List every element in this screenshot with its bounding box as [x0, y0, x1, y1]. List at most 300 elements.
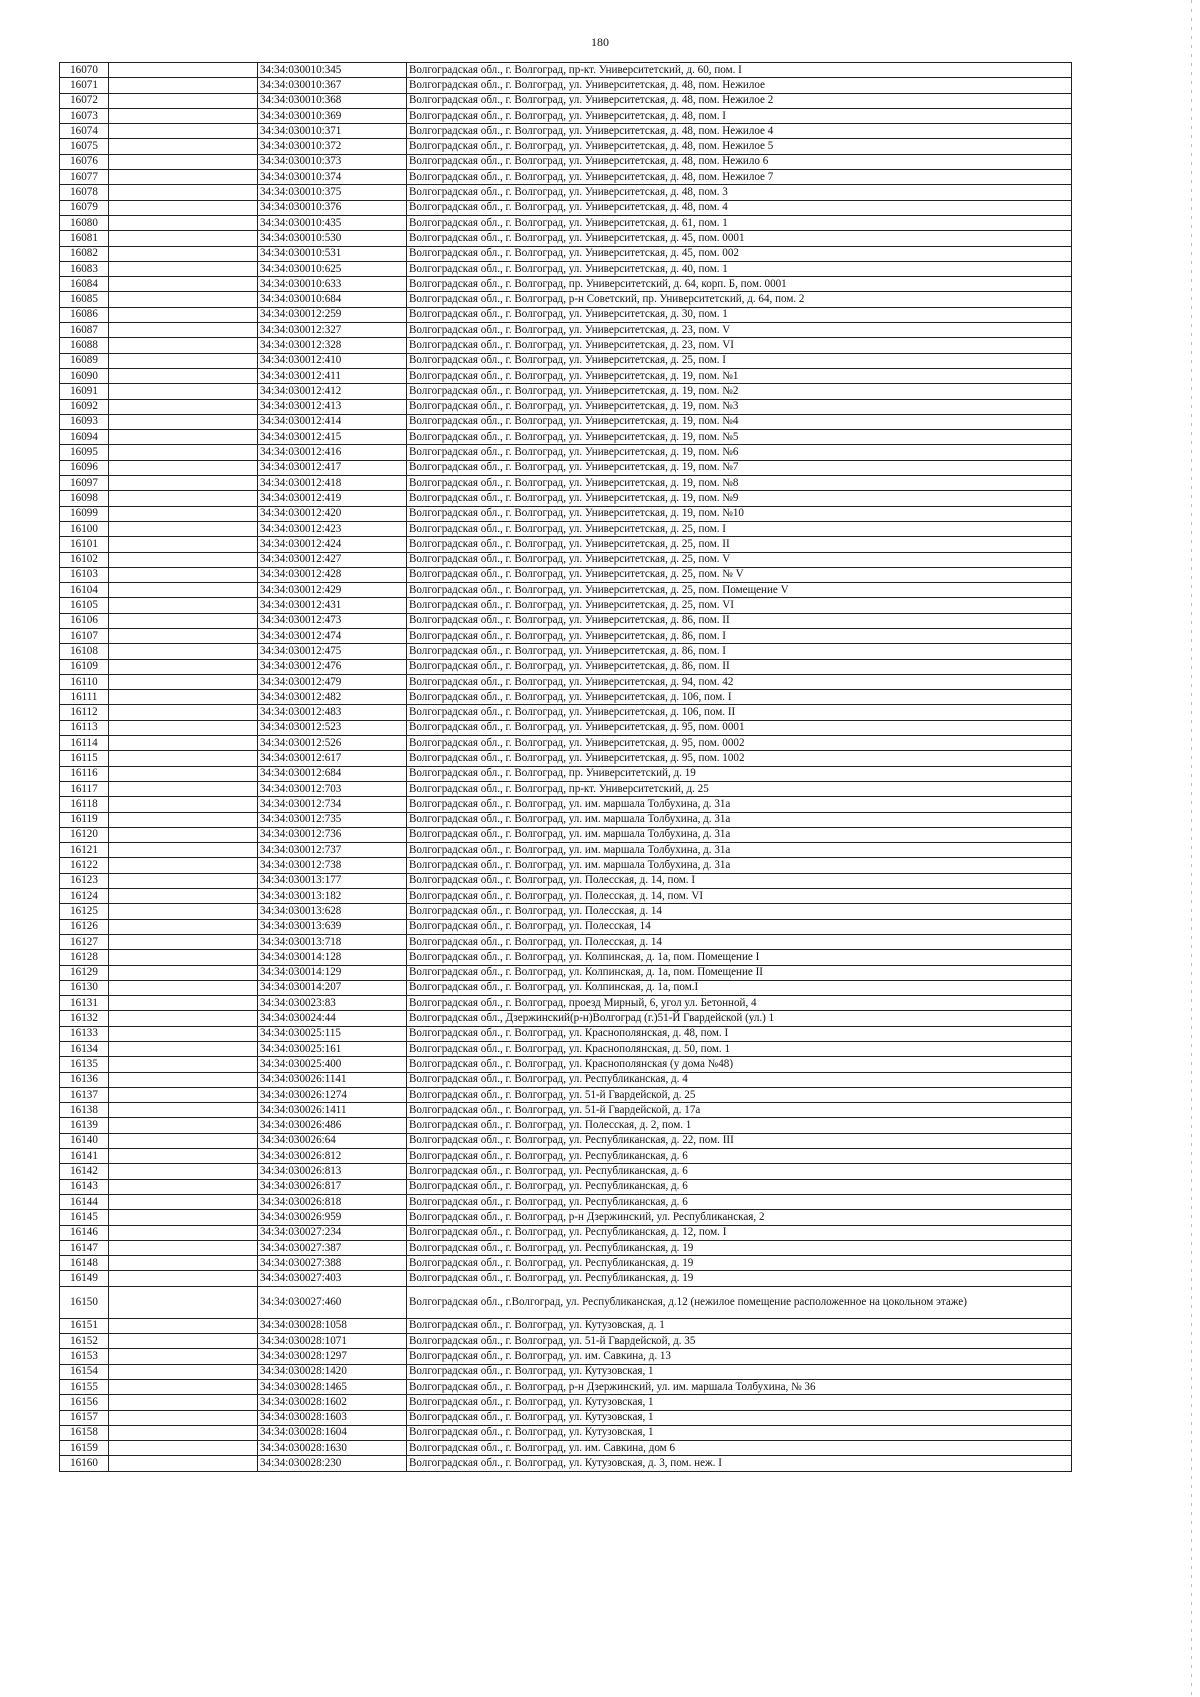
table-row: [60, 1164, 1072, 1179]
row-number: 16130: [60, 980, 109, 995]
cadastral-number: 34:34:030010:368: [258, 93, 407, 108]
table-row: [60, 63, 1072, 78]
cadastral-number: 34:34:030010:435: [258, 215, 407, 230]
row-number: 16142: [60, 1164, 109, 1179]
row-number: 16083: [60, 261, 109, 276]
cadastral-number: 34:34:030026:486: [258, 1118, 407, 1133]
cadastral-number: 34:34:030012:617: [258, 751, 407, 766]
cadastral-number: 34:34:030027:460: [258, 1286, 407, 1318]
cadastral-number: 34:34:030028:1603: [258, 1410, 407, 1425]
property-address: Волгоградская обл., г. Волгоград, ул. им. Савкина, дом 6: [407, 1441, 1072, 1456]
row-note: [109, 154, 258, 169]
row-number: 16116: [60, 766, 109, 781]
table-row: [60, 567, 1072, 582]
table-row: [60, 690, 1072, 705]
cadastral-number: 34:34:030024:44: [258, 1011, 407, 1026]
table-row: [60, 231, 1072, 246]
row-number: 16127: [60, 934, 109, 949]
row-note: [109, 644, 258, 659]
table-row: [60, 1149, 1072, 1164]
row-note: [109, 1118, 258, 1133]
row-note: [109, 1194, 258, 1209]
property-address: Волгоградская обл., г. Волгоград, ул. Университетская, д. 48, пом. I: [407, 108, 1072, 123]
row-note: [109, 185, 258, 200]
row-note: [109, 491, 258, 506]
row-note: [109, 1225, 258, 1240]
property-address: Волгоградская обл., г. Волгоград, ул. Университетская, д. 23, пом. VI: [407, 338, 1072, 353]
property-address: Волгоградская обл., г. Волгоград, ул. Краснополянская, д. 50, пом. 1: [407, 1042, 1072, 1057]
row-number: 16104: [60, 583, 109, 598]
row-note: [109, 705, 258, 720]
row-number: 16133: [60, 1026, 109, 1041]
table-row: [60, 1240, 1072, 1255]
row-number: 16093: [60, 414, 109, 429]
table-row: [60, 1318, 1072, 1333]
property-address: Волгоградская обл., г.Волгоград, ул. Республиканская, д.12 (нежилое помещение расположенное на цокольном этаже): [407, 1286, 1072, 1318]
row-note: [109, 368, 258, 383]
cadastral-number: 34:34:030028:1604: [258, 1425, 407, 1440]
table-row: [60, 170, 1072, 185]
property-address: Волгоградская обл., г. Волгоград, ул. Университетская, д. 95, пом. 1002: [407, 751, 1072, 766]
table-row: [60, 720, 1072, 735]
row-note: [109, 628, 258, 643]
row-number: 16122: [60, 858, 109, 873]
property-address: Волгоградская обл., г. Волгоград, ул. Университетская, д. 45, пом. 002: [407, 246, 1072, 261]
cadastral-number: 34:34:030012:476: [258, 659, 407, 674]
table-row: [60, 430, 1072, 445]
row-number: 16158: [60, 1425, 109, 1440]
row-note: [109, 430, 258, 445]
row-number: 16128: [60, 950, 109, 965]
table-row: [60, 154, 1072, 169]
property-address: Волгоградская обл., г. Волгоград, ул. Университетская, д. 48, пом. 3: [407, 185, 1072, 200]
property-address: Волгоградская обл., г. Волгоград, ул. Полесская, д. 14: [407, 904, 1072, 919]
row-number: 16121: [60, 843, 109, 858]
cadastral-number: 34:34:030012:482: [258, 690, 407, 705]
cadastral-number: 34:34:030010:345: [258, 63, 407, 78]
cadastral-number: 34:34:030012:429: [258, 583, 407, 598]
cadastral-number: 34:34:030012:736: [258, 827, 407, 842]
row-number: 16126: [60, 919, 109, 934]
row-note: [109, 1318, 258, 1333]
property-address: Волгоградская обл., г. Волгоград, ул. Университетская, д. 25, пом. I: [407, 353, 1072, 368]
row-note: [109, 200, 258, 215]
row-note: [109, 108, 258, 123]
cadastral-number: 34:34:030027:403: [258, 1271, 407, 1286]
table-row: [60, 476, 1072, 491]
cadastral-number: 34:34:030012:431: [258, 598, 407, 613]
row-note: [109, 858, 258, 873]
row-number: 16146: [60, 1225, 109, 1240]
table-row: [60, 1271, 1072, 1286]
row-number: 16123: [60, 873, 109, 888]
row-number: 16140: [60, 1133, 109, 1148]
table-row: [60, 261, 1072, 276]
table-row: [60, 1349, 1072, 1364]
row-note: [109, 93, 258, 108]
row-number: 16085: [60, 292, 109, 307]
table-row: [60, 1425, 1072, 1440]
property-address: Волгоградская обл., г. Волгоград, ул. им. маршала Толбухина, д. 31а: [407, 812, 1072, 827]
property-address: Волгоградская обл., г. Волгоград, ул. Университетская, д. 86, пом. I: [407, 644, 1072, 659]
table-row: [60, 843, 1072, 858]
row-number: 16151: [60, 1318, 109, 1333]
row-note: [109, 1179, 258, 1194]
row-number: 16137: [60, 1087, 109, 1102]
table-row: [60, 521, 1072, 536]
table-row: [60, 950, 1072, 965]
property-address: Волгоградская обл., г. Волгоград, пр. Университетский, д. 64, корп. Б, пом. 0001: [407, 277, 1072, 292]
row-number: 16147: [60, 1240, 109, 1255]
table-row: [60, 384, 1072, 399]
row-number: 16157: [60, 1410, 109, 1425]
row-number: 16079: [60, 200, 109, 215]
table-row: [60, 108, 1072, 123]
page-number: 180: [591, 35, 609, 49]
row-note: [109, 1164, 258, 1179]
property-address: Волгоградская обл., г. Волгоград, ул. им. Савкина, д. 13: [407, 1349, 1072, 1364]
row-note: [109, 934, 258, 949]
table-row: [60, 292, 1072, 307]
row-note: [109, 170, 258, 185]
property-address: Волгоградская обл., г. Волгоград, ул. Университетская, д. 45, пом. 0001: [407, 231, 1072, 246]
property-address: Волгоградская обл., г. Волгоград, ул. Республиканская, д. 6: [407, 1194, 1072, 1209]
property-address: Волгоградская обл., г. Волгоград, ул. Университетская, д. 19, пом. №9: [407, 491, 1072, 506]
property-address: Волгоградская обл., Дзержинский(р-н)Волгоград (г.)51-Й Гвардейской (ул.) 1: [407, 1011, 1072, 1026]
row-number: 16132: [60, 1011, 109, 1026]
cadastral-number: 34:34:030012:479: [258, 674, 407, 689]
table-row: [60, 200, 1072, 215]
cadastral-number: 34:34:030010:530: [258, 231, 407, 246]
cadastral-number: 34:34:030026:1411: [258, 1103, 407, 1118]
row-number: 16101: [60, 537, 109, 552]
table-row: [60, 736, 1072, 751]
row-number: 16076: [60, 154, 109, 169]
property-address: Волгоградская обл., г. Волгоград, пр. Университетский, д. 19: [407, 766, 1072, 781]
table-row: [60, 1456, 1072, 1471]
property-address: Волгоградская обл., г. Волгоград, ул. им. маршала Толбухина, д. 31а: [407, 827, 1072, 842]
row-note: [109, 1042, 258, 1057]
row-number: 16141: [60, 1149, 109, 1164]
row-number: 16102: [60, 552, 109, 567]
row-note: [109, 674, 258, 689]
table-row: [60, 797, 1072, 812]
row-number: 16087: [60, 323, 109, 338]
cadastral-number: 34:34:030010:371: [258, 124, 407, 139]
row-number: 16075: [60, 139, 109, 154]
row-number: 16074: [60, 124, 109, 139]
row-note: [109, 1103, 258, 1118]
property-address: Волгоградская обл., г. Волгоград, ул. Колпинская, д. 1а, пом.I: [407, 980, 1072, 995]
row-number: 16152: [60, 1334, 109, 1349]
row-note: [109, 323, 258, 338]
row-number: 16114: [60, 736, 109, 751]
row-note: [109, 766, 258, 781]
row-number: 16073: [60, 108, 109, 123]
cadastral-number: 34:34:030012:410: [258, 353, 407, 368]
cadastral-number: 34:34:030013:182: [258, 889, 407, 904]
row-note: [109, 889, 258, 904]
row-number: 16097: [60, 476, 109, 491]
row-number: 16084: [60, 277, 109, 292]
property-address: Волгоградская обл., г. Волгоград, ул. Республиканская, д. 12, пом. I: [407, 1225, 1072, 1240]
row-number: 16115: [60, 751, 109, 766]
table-row: [60, 598, 1072, 613]
cadastral-number: 34:34:030012:417: [258, 460, 407, 475]
row-number: 16080: [60, 215, 109, 230]
table-row: [60, 1210, 1072, 1225]
table-row: [60, 1194, 1072, 1209]
table-row: [60, 889, 1072, 904]
cadastral-number: 34:34:030027:388: [258, 1256, 407, 1271]
row-number: 16107: [60, 628, 109, 643]
row-number: 16134: [60, 1042, 109, 1057]
cadastral-number: 34:34:030012:483: [258, 705, 407, 720]
row-note: [109, 1087, 258, 1102]
row-number: 16110: [60, 674, 109, 689]
row-note: [109, 1379, 258, 1394]
row-number: 16150: [60, 1286, 109, 1318]
row-note: [109, 980, 258, 995]
property-address: Волгоградская обл., г. Волгоград, ул. Полесская, д. 2, пом. 1: [407, 1118, 1072, 1133]
cadastral-number: 34:34:030013:718: [258, 934, 407, 949]
row-note: [109, 827, 258, 842]
row-note: [109, 567, 258, 582]
row-number: 16112: [60, 705, 109, 720]
cadastral-number: 34:34:030012:420: [258, 506, 407, 521]
table-row: [60, 674, 1072, 689]
row-number: 16095: [60, 445, 109, 460]
cadastral-number: 34:34:030012:328: [258, 338, 407, 353]
property-address: Волгоградская обл., г. Волгоград, ул. Университетская, д. 94, пом. 42: [407, 674, 1072, 689]
property-address: Волгоградская обл., г. Волгоград, ул. Университетская, д. 25, пом. № V: [407, 567, 1072, 582]
row-note: [109, 797, 258, 812]
table-row: [60, 781, 1072, 796]
table-row: [60, 996, 1072, 1011]
row-note: [109, 63, 258, 78]
property-address: Волгоградская обл., г. Волгоград, ул. 51-й Гвардейской, д. 17а: [407, 1103, 1072, 1118]
row-number: 16138: [60, 1103, 109, 1118]
row-note: [109, 1057, 258, 1072]
property-address: Волгоградская обл., г. Волгоград, ул. Кутузовская, 1: [407, 1425, 1072, 1440]
property-address: Волгоградская обл., г. Волгоград, ул. Университетская, д. 25, пом. VI: [407, 598, 1072, 613]
property-address: Волгоградская обл., г. Волгоград, ул. Университетская, д. 30, пом. 1: [407, 307, 1072, 322]
cadastral-number: 34:34:030028:1465: [258, 1379, 407, 1394]
property-address: Волгоградская обл., г. Волгоград, ул. Республиканская, д. 6: [407, 1179, 1072, 1194]
property-address: Волгоградская обл., г. Волгоград, ул. Университетская, д. 48, пом. Нежилое 7: [407, 170, 1072, 185]
table-row: [60, 766, 1072, 781]
property-address: Волгоградская обл., г. Волгоград, ул. Республиканская, д. 6: [407, 1164, 1072, 1179]
property-address: Волгоградская обл., г. Волгоград, ул. Университетская, д. 19, пом. №10: [407, 506, 1072, 521]
table-row: [60, 323, 1072, 338]
table-row: [60, 751, 1072, 766]
table-row: [60, 445, 1072, 460]
table-row: [60, 1042, 1072, 1057]
row-number: 16109: [60, 659, 109, 674]
row-number: 16129: [60, 965, 109, 980]
table-row: [60, 1072, 1072, 1087]
table-row: [60, 705, 1072, 720]
row-number: 16136: [60, 1072, 109, 1087]
cadastral-number: 34:34:030012:418: [258, 476, 407, 491]
table-row: [60, 980, 1072, 995]
table-row: [60, 628, 1072, 643]
table-row: [60, 124, 1072, 139]
cadastral-number: 34:34:030028:230: [258, 1456, 407, 1471]
cadastral-number: 34:34:030014:207: [258, 980, 407, 995]
table-row: [60, 1179, 1072, 1194]
row-note: [109, 873, 258, 888]
row-note: [109, 1011, 258, 1026]
row-note: [109, 965, 258, 980]
property-address: Волгоградская обл., г. Волгоград, ул. Университетская, д. 19, пом. №8: [407, 476, 1072, 491]
property-address: Волгоградская обл., г. Волгоград, ул. Кутузовская, 1: [407, 1395, 1072, 1410]
property-address: Волгоградская обл., г. Волгоград, ул. Республиканская, д. 19: [407, 1256, 1072, 1271]
row-note: [109, 1286, 258, 1318]
row-note: [109, 124, 258, 139]
table-row: [60, 1379, 1072, 1394]
property-address: Волгоградская обл., г. Волгоград, ул. Университетская, д. 19, пом. №6: [407, 445, 1072, 460]
row-number: 16108: [60, 644, 109, 659]
row-number: 16154: [60, 1364, 109, 1379]
row-note: [109, 277, 258, 292]
cadastral-number: 34:34:030028:1420: [258, 1364, 407, 1379]
row-note: [109, 552, 258, 567]
row-note: [109, 307, 258, 322]
property-address: Волгоградская обл., г. Волгоград, ул. Университетская, д. 19, пом. №1: [407, 368, 1072, 383]
property-address: Волгоградская обл., г. Волгоград, ул. Республиканская, д. 22, пом. III: [407, 1133, 1072, 1148]
table-row: [60, 904, 1072, 919]
table-row: [60, 338, 1072, 353]
property-address: Волгоградская обл., г. Волгоград, ул. Университетская, д. 19, пом. №2: [407, 384, 1072, 399]
cadastral-number: 34:34:030025:115: [258, 1026, 407, 1041]
cadastral-number: 34:34:030012:473: [258, 613, 407, 628]
row-number: 16143: [60, 1179, 109, 1194]
row-number: 16077: [60, 170, 109, 185]
property-address: Волгоградская обл., г. Волгоград, ул. Университетская, д. 106, пом. I: [407, 690, 1072, 705]
cadastral-number: 34:34:030012:427: [258, 552, 407, 567]
row-note: [109, 353, 258, 368]
property-address: Волгоградская обл., г. Волгоград, ул. Республиканская, д. 19: [407, 1240, 1072, 1255]
row-note: [109, 399, 258, 414]
property-address: Волгоградская обл., г. Волгоград, ул. Кутузовская, д. 1: [407, 1318, 1072, 1333]
row-note: [109, 919, 258, 934]
cadastral-number: 34:34:030025:161: [258, 1042, 407, 1057]
row-note: [109, 1026, 258, 1041]
property-address: Волгоградская обл., г. Волгоград, ул. Университетская, д. 19, пом. №7: [407, 460, 1072, 475]
row-number: 16088: [60, 338, 109, 353]
cadastral-number: 34:34:030026:817: [258, 1179, 407, 1194]
row-number: 16096: [60, 460, 109, 475]
property-address: Волгоградская обл., г. Волгоград, ул. Университетская, д. 48, пом. Нежилое: [407, 78, 1072, 93]
property-address: Волгоградская обл., г. Волгоград, ул. 51-й Гвардейской, д. 25: [407, 1087, 1072, 1102]
row-number: 16148: [60, 1256, 109, 1271]
row-number: 16086: [60, 307, 109, 322]
row-note: [109, 1334, 258, 1349]
table-row: [60, 827, 1072, 842]
table-row: [60, 307, 1072, 322]
table-row: [60, 506, 1072, 521]
row-note: [109, 338, 258, 353]
row-number: 16149: [60, 1271, 109, 1286]
row-note: [109, 720, 258, 735]
property-address: Волгоградская обл., г. Волгоград, ул. Университетская, д. 95, пом. 0002: [407, 736, 1072, 751]
property-address: Волгоградская обл., г. Волгоград, ул. Полесская, д. 14, пом. I: [407, 873, 1072, 888]
table-row: [60, 1118, 1072, 1133]
row-number: 16090: [60, 368, 109, 383]
table-row: [60, 659, 1072, 674]
row-note: [109, 843, 258, 858]
cadastral-number: 34:34:030026:813: [258, 1164, 407, 1179]
cadastral-number: 34:34:030012:474: [258, 628, 407, 643]
row-note: [109, 506, 258, 521]
register-body: [60, 63, 1072, 1472]
row-note: [109, 1210, 258, 1225]
property-address: Волгоградская обл., г. Волгоград, ул. 51-й Гвардейской, д. 35: [407, 1334, 1072, 1349]
property-address: Волгоградская обл., г. Волгоград, ул. Университетская, д. 25, пом. Помещение V: [407, 583, 1072, 598]
row-note: [109, 583, 258, 598]
row-number: 16145: [60, 1210, 109, 1225]
row-note: [109, 1349, 258, 1364]
row-note: [109, 414, 258, 429]
table-row: [60, 858, 1072, 873]
table-row: [60, 1256, 1072, 1271]
table-row: [60, 1026, 1072, 1041]
table-row: [60, 1133, 1072, 1148]
cadastral-number: 34:34:030012:735: [258, 812, 407, 827]
row-note: [109, 246, 258, 261]
property-address: Волгоградская обл., г. Волгоград, ул. Полесская, д. 14, пом. VI: [407, 889, 1072, 904]
table-row: [60, 460, 1072, 475]
row-note: [109, 1271, 258, 1286]
property-address: Волгоградская обл., г. Волгоград, ул. им. маршала Толбухина, д. 31а: [407, 843, 1072, 858]
table-row: [60, 93, 1072, 108]
table-row: [60, 919, 1072, 934]
cadastral-number: 34:34:030025:400: [258, 1057, 407, 1072]
cadastral-number: 34:34:030027:387: [258, 1240, 407, 1255]
row-number: 16078: [60, 185, 109, 200]
table-row: [60, 613, 1072, 628]
row-note: [109, 613, 258, 628]
cadastral-number: 34:34:030013:639: [258, 919, 407, 934]
row-note: [109, 1072, 258, 1087]
cadastral-number: 34:34:030010:373: [258, 154, 407, 169]
table-row: [60, 215, 1072, 230]
cadastral-number: 34:34:030012:419: [258, 491, 407, 506]
cadastral-number: 34:34:030012:416: [258, 445, 407, 460]
table-row: [60, 552, 1072, 567]
cadastral-number: 34:34:030013:177: [258, 873, 407, 888]
row-note: [109, 476, 258, 491]
cadastral-number: 34:34:030010:376: [258, 200, 407, 215]
row-number: 16156: [60, 1395, 109, 1410]
row-number: 16111: [60, 690, 109, 705]
table-row: [60, 246, 1072, 261]
cadastral-number: 34:34:030012:526: [258, 736, 407, 751]
cadastral-number: 34:34:030010:375: [258, 185, 407, 200]
cadastral-number: 34:34:030012:523: [258, 720, 407, 735]
row-number: 16094: [60, 430, 109, 445]
property-address: Волгоградская обл., г. Волгоград, пр-кт. Университетский, д. 25: [407, 781, 1072, 796]
cadastral-number: 34:34:030012:475: [258, 644, 407, 659]
row-number: 16082: [60, 246, 109, 261]
cadastral-number: 34:34:030012:737: [258, 843, 407, 858]
row-note: [109, 537, 258, 552]
row-number: 16120: [60, 827, 109, 842]
cadastral-number: 34:34:030023:83: [258, 996, 407, 1011]
property-register-table: [59, 62, 1072, 1472]
row-note: [109, 1441, 258, 1456]
